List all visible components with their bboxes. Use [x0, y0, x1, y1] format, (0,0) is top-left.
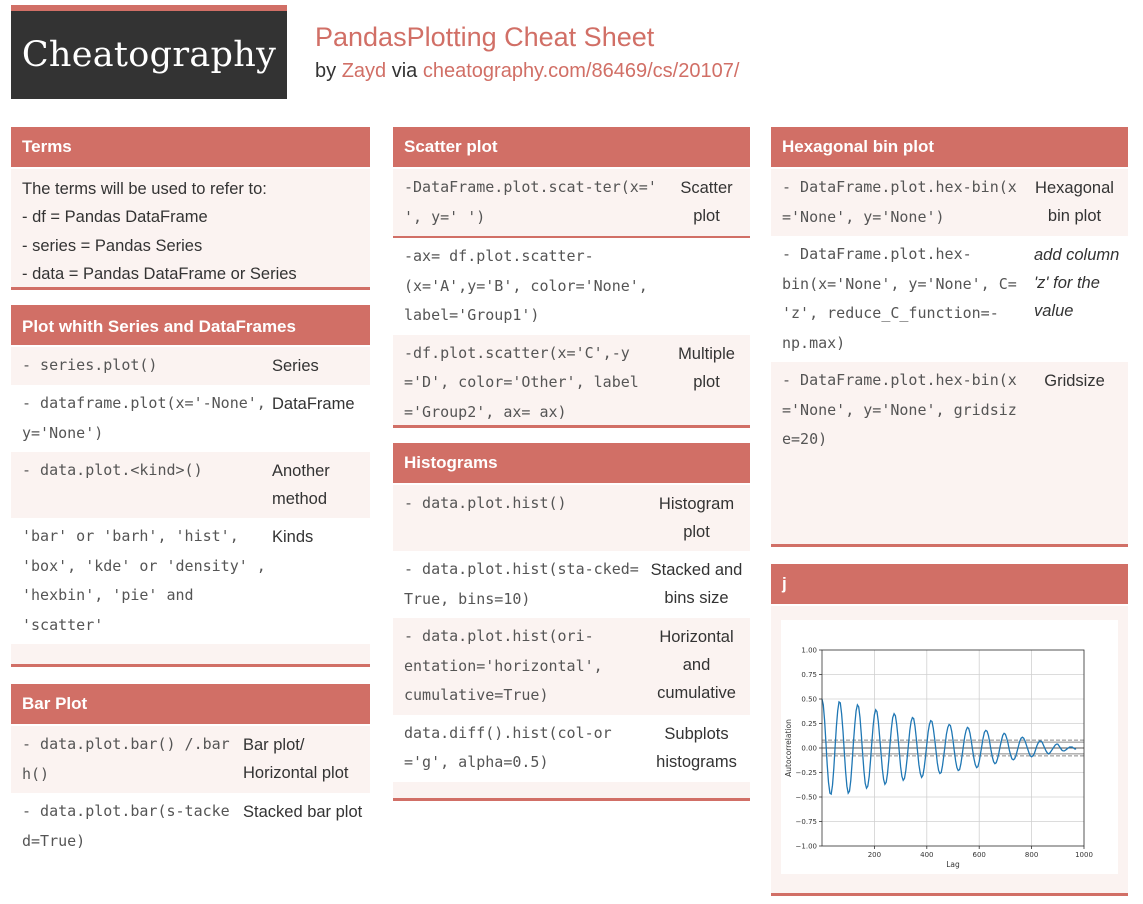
cheatography-logo[interactable]: Cheatography — [11, 5, 287, 99]
table-row — [11, 452, 370, 518]
code-cell: - dataframe.plot(x='-None',y='None') — [22, 394, 266, 442]
code-cell: -DataFrame.plot.scat-ter(x=' ', y=' ') — [404, 178, 657, 226]
y-tick-label: 0.00 — [801, 744, 817, 753]
j-box — [771, 564, 1128, 896]
terms-line: - data = Pandas DataFrame or Series — [22, 264, 297, 283]
desc-cell: DataFrame — [272, 395, 355, 413]
histograms-box — [393, 443, 750, 801]
code-cell: - data.plot.bar(s-tacked=True) — [22, 802, 230, 850]
y-tick-label: −0.50 — [795, 793, 817, 802]
table-row — [11, 385, 370, 452]
plot-series-box — [11, 305, 370, 667]
y-tick-label: 0.50 — [801, 695, 817, 704]
desc-cell: Bar plot/ Horizontal plot — [243, 736, 349, 782]
terms-text — [11, 169, 370, 294]
y-tick-label: −0.25 — [795, 769, 817, 777]
code-cell: -ax= df.plot.scatter-(x='A',y='B', color='None', label='Group1') — [404, 247, 648, 324]
hexbin-heading: Hexagonal bin plot — [771, 127, 1128, 169]
y-tick-label: 1.00 — [801, 646, 817, 655]
terms-line: - series = Pandas Series — [22, 236, 203, 255]
byline — [315, 60, 739, 83]
desc-cell: Subplots histograms — [656, 724, 737, 771]
code-cell: data.diff().hist(col-or='g', alpha=0.5) — [404, 723, 612, 771]
hexbin-box — [771, 127, 1128, 547]
desc-cell: Series — [272, 357, 319, 375]
desc-cell: Gridsize — [1044, 372, 1105, 390]
histograms-heading: Histograms — [393, 443, 750, 485]
bar-plot-box — [11, 684, 370, 859]
code-cell: - data.plot.hist() — [404, 494, 567, 512]
plot-series-heading: Plot whith Series and DataFrames — [11, 305, 370, 347]
desc-cell: Histogram plot — [658, 495, 735, 541]
code-cell: -df.plot.scatter(x='C',-y='D', color='Other', label='Group2', ax= ax) — [404, 343, 639, 421]
x-tick-label: 800 — [1024, 851, 1039, 859]
byline-via: via — [391, 60, 418, 82]
table-row — [771, 169, 1128, 236]
table-row — [393, 551, 750, 618]
autocorrelation-line — [822, 699, 1076, 794]
table-row — [771, 236, 1128, 362]
table-row — [11, 347, 370, 385]
terms-line: - df = Pandas DataFrame — [22, 208, 208, 227]
terms-heading: Terms — [11, 127, 370, 169]
desc-cell: add column 'z' for the value — [1034, 246, 1120, 320]
x-axis-label: Lag — [946, 860, 960, 869]
x-tick-label: 200 — [867, 851, 882, 859]
code-cell: - DataFrame.plot.hex-bin(x='None', y='None', C= 'z', reduce_C_function=-np.max) — [782, 245, 1017, 352]
code-cell: - series.plot() — [22, 356, 158, 374]
desc-cell: Stacked and bins size — [650, 561, 743, 607]
table-row — [393, 618, 750, 715]
author-link[interactable]: Zayd — [341, 60, 387, 82]
table-row — [393, 715, 750, 782]
scatter-heading: Scatter plot — [393, 127, 750, 169]
x-tick-label: 1000 — [1075, 851, 1093, 859]
table-row — [393, 169, 750, 238]
autocorrelation-chart — [781, 620, 1118, 874]
code-cell: - data.plot.hist(ori-entation='horizontal', cumulative=True) — [404, 627, 603, 704]
desc-cell: Another method — [272, 462, 330, 508]
table-row — [393, 238, 750, 335]
table-row — [11, 518, 370, 644]
desc-cell: Horizontal and cumulative — [657, 628, 736, 702]
y-tick-label: 0.25 — [801, 720, 817, 728]
scatter-box — [393, 127, 750, 428]
code-cell: - DataFrame.plot.hex-bin(x='None', y='None', gridsize=20) — [782, 371, 1017, 448]
table-row — [393, 335, 750, 432]
page-title: PandasPlotting Cheat Sheet — [315, 22, 655, 52]
desc-cell: Kinds — [272, 528, 314, 546]
y-tick-label: −0.75 — [795, 818, 817, 826]
desc-cell: Hexagonal bin plot — [1035, 179, 1114, 225]
y-axis-label: Autocorrelation — [784, 719, 793, 777]
table-row — [771, 362, 1128, 459]
j-heading: j — [771, 564, 1128, 606]
autocorrelation-chart-svg — [781, 620, 1118, 874]
code-cell: - data.plot.hist(sta-cked=True, bins=10) — [404, 560, 639, 608]
code-cell: 'bar' or 'barh', 'hist', 'box', 'kde' or 'density' , 'hexbin', 'pie' and 'scatter' — [22, 527, 266, 634]
sheet-url-link[interactable]: cheatography.com/86469/cs/20107/ — [422, 60, 740, 82]
desc-cell — [683, 238, 750, 335]
table-row — [11, 793, 370, 860]
y-tick-label: −1.00 — [795, 842, 817, 851]
table-row — [11, 726, 370, 793]
desc-cell: Stacked bar plot — [243, 803, 363, 821]
terms-box — [11, 127, 370, 290]
x-tick-label: 600 — [972, 851, 986, 859]
bar-plot-heading: Bar Plot — [11, 684, 370, 726]
table-row — [393, 485, 750, 551]
terms-line: The terms will be used to refer to: — [22, 180, 267, 198]
byline-by: by — [315, 60, 337, 82]
y-tick-label: 0.75 — [801, 671, 817, 679]
code-cell: - data.plot.<kind>() — [22, 461, 203, 479]
code-cell: - DataFrame.plot.hex-bin(x='None', y='None') — [782, 178, 1017, 226]
desc-cell: Scatter plot — [680, 179, 733, 225]
desc-cell: Multiple plot — [678, 344, 735, 391]
x-tick-label: 400 — [920, 851, 934, 859]
code-cell: - data.plot.bar() /.barh() — [22, 735, 230, 783]
